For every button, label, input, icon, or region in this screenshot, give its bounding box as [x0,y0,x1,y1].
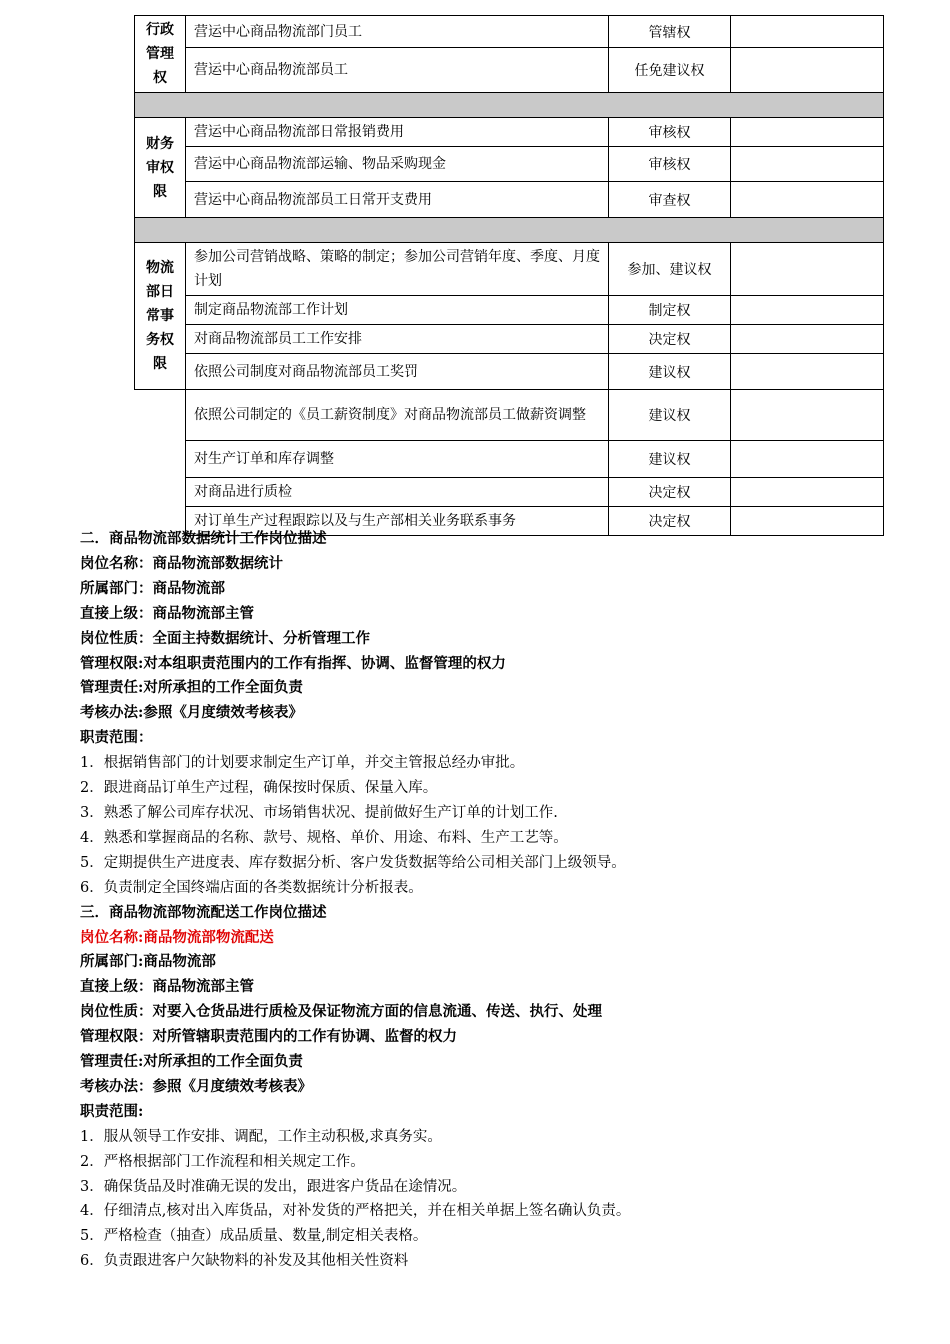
section-3-field: 职责范围: [80,1102,144,1120]
table-item: 营运中心商品物流部员工 [186,48,609,93]
table-item: 营运中心商品物流部日常报销费用 [186,118,609,147]
separator-row [135,218,884,243]
section-3-field: 岗位性质：对要入仓货品进行质检及保证物流方面的信息流通、传送、执行、处理 [80,1003,602,1021]
table-row [135,325,884,354]
table-row [135,441,884,478]
table-right: 审核权 [609,118,731,147]
table-item: 对订单生产过程跟踪以及与生产部相关业务联系事务 [186,507,609,536]
table-empty-cell [731,296,884,325]
table-item: 依照公司制定的《员工薪资制度》对商品物流部员工做薪资调整 [186,390,609,441]
section-3-title: 三．商品物流部物流配送工作岗位描述 [80,903,327,921]
separator-row [135,93,884,118]
table-item: 对商品物流部员工工作安排 [186,325,609,354]
duty-item: 4．仔细清点,核对出入库货品，对补发货的严格把关，并在相关单据上签名确认负责。 [80,1203,631,1220]
table-empty-cell [731,182,884,218]
table-row [135,16,884,48]
job-descriptions [80,527,900,1274]
section-3-field: 管理责任:对所承担的工作全面负责 [80,1053,303,1071]
table-row [135,390,884,441]
table-item: 营运中心商品物流部门员工 [186,16,609,48]
table-row [135,48,884,93]
table-empty-cell [731,48,884,93]
table-right: 决定权 [609,507,731,536]
table-right: 管辖权 [609,16,731,48]
section-2-field: 管理责任:对所承担的工作全面负责 [80,679,303,697]
category-finance: 财务 审权 限 [135,118,186,218]
section-3-field: 考核办法：参照《月度绩效考核表》 [80,1077,312,1095]
section-3-position: 岗位名称:商品物流部物流配送 [80,928,274,946]
table-row [135,354,884,390]
table-empty-cell [731,325,884,354]
table-item: 制定商品物流部工作计划 [186,296,609,325]
authority-table [134,15,884,536]
duty-item: 1．服从领导工作安排、调配，工作主动积极,求真务实。 [80,1128,442,1145]
section-2-field: 管理权限:对本组职责范围内的工作有指挥、协调、监督管理的权力 [80,654,506,672]
table-empty-cell [731,243,884,296]
table-row [135,147,884,182]
table-empty-cell [731,118,884,147]
section-2-title: 二．商品物流部数据统计工作岗位描述 [80,530,327,547]
table-item: 参加公司营销战略、策略的制定；参加公司营销年度、季度、月度计划 [186,243,609,296]
category-logistics: 物流 部日 常事 务权 限 [135,243,186,390]
table-right: 制定权 [609,296,731,325]
section-3-field: 所属部门:商品物流部 [80,953,216,971]
table-right: 审核权 [609,147,731,182]
category-admin: 行政 管理 权 [135,16,186,93]
table-row [135,182,884,218]
table-empty-cell [731,390,884,441]
table-row [135,118,884,147]
table-row [135,478,884,507]
duty-item: 6．负责制定全国终端店面的各类数据统计分析报表。 [80,879,423,896]
table-item: 对商品进行质检 [186,478,609,507]
table-right: 审查权 [609,182,731,218]
section-2-field: 所属部门：商品物流部 [80,579,225,597]
section-2-field: 岗位名称：商品物流部数据统计 [80,554,283,572]
section-2-field: 直接上级：商品物流部主管 [80,604,254,622]
table-right: 参加、建议权 [609,243,731,296]
table-right: 决定权 [609,325,731,354]
table-item: 对生产订单和库存调整 [186,441,609,478]
table-empty-cell [731,441,884,478]
table-empty-cell [731,147,884,182]
table-right: 建议权 [609,441,731,478]
section-3-field: 管理权限：对所管辖职责范围内的工作有协调、监督的权力 [80,1028,457,1046]
table-right: 建议权 [609,354,731,390]
table-row [135,296,884,325]
duty-item: 5．定期提供生产进度表、库存数据分析、客户发货数据等给公司相关部门上级领导。 [80,854,626,871]
table-empty-cell [731,354,884,390]
duty-item: 1．根据销售部门的计划要求制定生产订单，并交主管报总经办审批。 [80,755,525,772]
duty-item: 5．严格检查（抽查）成品质量、数量,制定相关表格。 [80,1228,428,1245]
duty-item: 6．负责跟进客户欠缺物料的补发及其他相关性资料 [80,1253,409,1270]
duty-item: 3．确保货品及时准确无误的发出，跟进客户货品在途情况。 [80,1178,467,1195]
table-item: 依照公司制度对商品物流部员工奖罚 [186,354,609,390]
table-row [135,243,884,296]
section-2-field: 岗位性质：全面主持数据统计、分析管理工作 [80,629,370,647]
table-right: 决定权 [609,478,731,507]
table-right: 任免建议权 [609,48,731,93]
section-2-field: 职责范围： [80,729,153,747]
table-right: 建议权 [609,390,731,441]
duty-item: 4．熟悉和掌握商品的名称、款号、规格、单价、用途、布料、生产工艺等。 [80,829,568,846]
duty-item: 2．严格根据部门工作流程和相关规定工作。 [80,1153,365,1170]
section-3-field: 直接上级：商品物流部主管 [80,978,254,996]
duty-item: 2．跟进商品订单生产过程，确保按时保质、保量入库。 [80,780,438,797]
table-empty-cell [731,478,884,507]
duty-item: 3．熟悉了解公司库存状况、市场销售状况、提前做好生产订单的计划工作. [80,804,558,821]
table-item: 营运中心商品物流部运输、物品采购现金 [186,147,609,182]
table-item: 营运中心商品物流部员工日常开支费用 [186,182,609,218]
table-empty-cell [731,16,884,48]
section-2-field: 考核办法:参照《月度绩效考核表》 [80,704,303,722]
